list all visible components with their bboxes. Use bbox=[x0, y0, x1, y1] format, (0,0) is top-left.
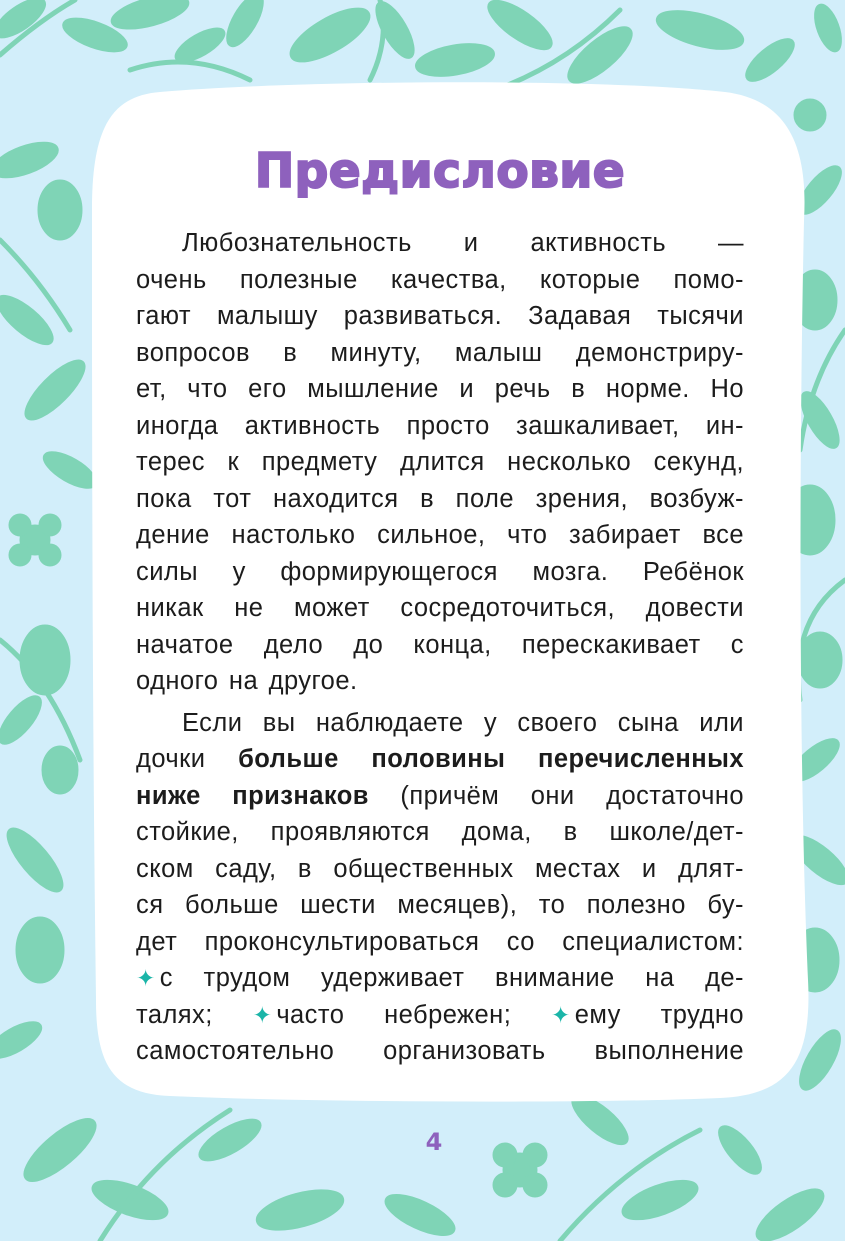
text-line: одного на другое. bbox=[136, 667, 358, 695]
text-line: дение настолько сильное, что забирает все bbox=[136, 521, 744, 549]
text-line: силы у формирующегося мозга. Ребёнок bbox=[136, 557, 744, 586]
page-title: Предисловие bbox=[254, 144, 626, 199]
text-line: начатое дело до конца, перескакивает с bbox=[136, 630, 744, 659]
text-line bbox=[136, 960, 744, 997]
four-point-star-icon: ✦ bbox=[136, 965, 156, 991]
text-line: ет, что его мышление и речь в норме. Но bbox=[136, 375, 744, 403]
text-line: пока тот находится в поле зрения, возбуж- bbox=[136, 484, 744, 513]
text-span: часто небрежен; bbox=[276, 1000, 552, 1029]
paragraph-intro bbox=[136, 225, 744, 700]
text-line bbox=[136, 997, 744, 1034]
text-line: стойкие, проявляются дома, в школе/дет- bbox=[136, 818, 744, 846]
text-line: иногда активность просто зашкаливает, ин- bbox=[136, 411, 744, 440]
text-line: Если вы наблюдаете у своего сына или bbox=[182, 708, 744, 737]
text-span: ему трудно bbox=[574, 1000, 744, 1029]
text-line: терес к предмету длится несколько секунд, bbox=[136, 448, 744, 476]
text-line: гают малышу развиваться. Задавая тысячи bbox=[136, 302, 744, 330]
text-line bbox=[136, 741, 744, 778]
text-line bbox=[136, 778, 744, 815]
text-span: с трудом удерживает внимание на де- bbox=[159, 964, 744, 992]
four-point-star-icon: ✦ bbox=[252, 1001, 273, 1028]
text-line: очень полезные качества, которые помо- bbox=[136, 265, 744, 294]
page-number: 4 bbox=[425, 1128, 443, 1156]
text-line: вопросов в минуту, малыш демонстриру- bbox=[136, 338, 744, 367]
text-line: ском саду, в общественных местах и длят- bbox=[136, 854, 744, 883]
text-line: дет проконсультироваться со специалистом: bbox=[136, 927, 744, 956]
text-line: самостоятельно организовать выполнение bbox=[136, 1037, 744, 1065]
paragraph-symptoms bbox=[136, 705, 744, 1070]
text-line: ся больше шести месяцев), то полезно бу- bbox=[136, 891, 744, 919]
bold-emphasis: ниже признаков bbox=[136, 781, 369, 810]
text-line: Любознательность и активность — bbox=[182, 229, 744, 257]
text-span: дочки bbox=[136, 745, 239, 773]
text-span: талях; bbox=[136, 1000, 253, 1029]
four-point-star-icon: ✦ bbox=[551, 1001, 571, 1028]
bold-emphasis: больше половины перечисленных bbox=[238, 745, 744, 773]
text-line: никак не может сосредоточиться, довести bbox=[136, 594, 744, 622]
text-span: (причём они достаточно bbox=[368, 781, 744, 810]
page-content bbox=[136, 140, 744, 1070]
